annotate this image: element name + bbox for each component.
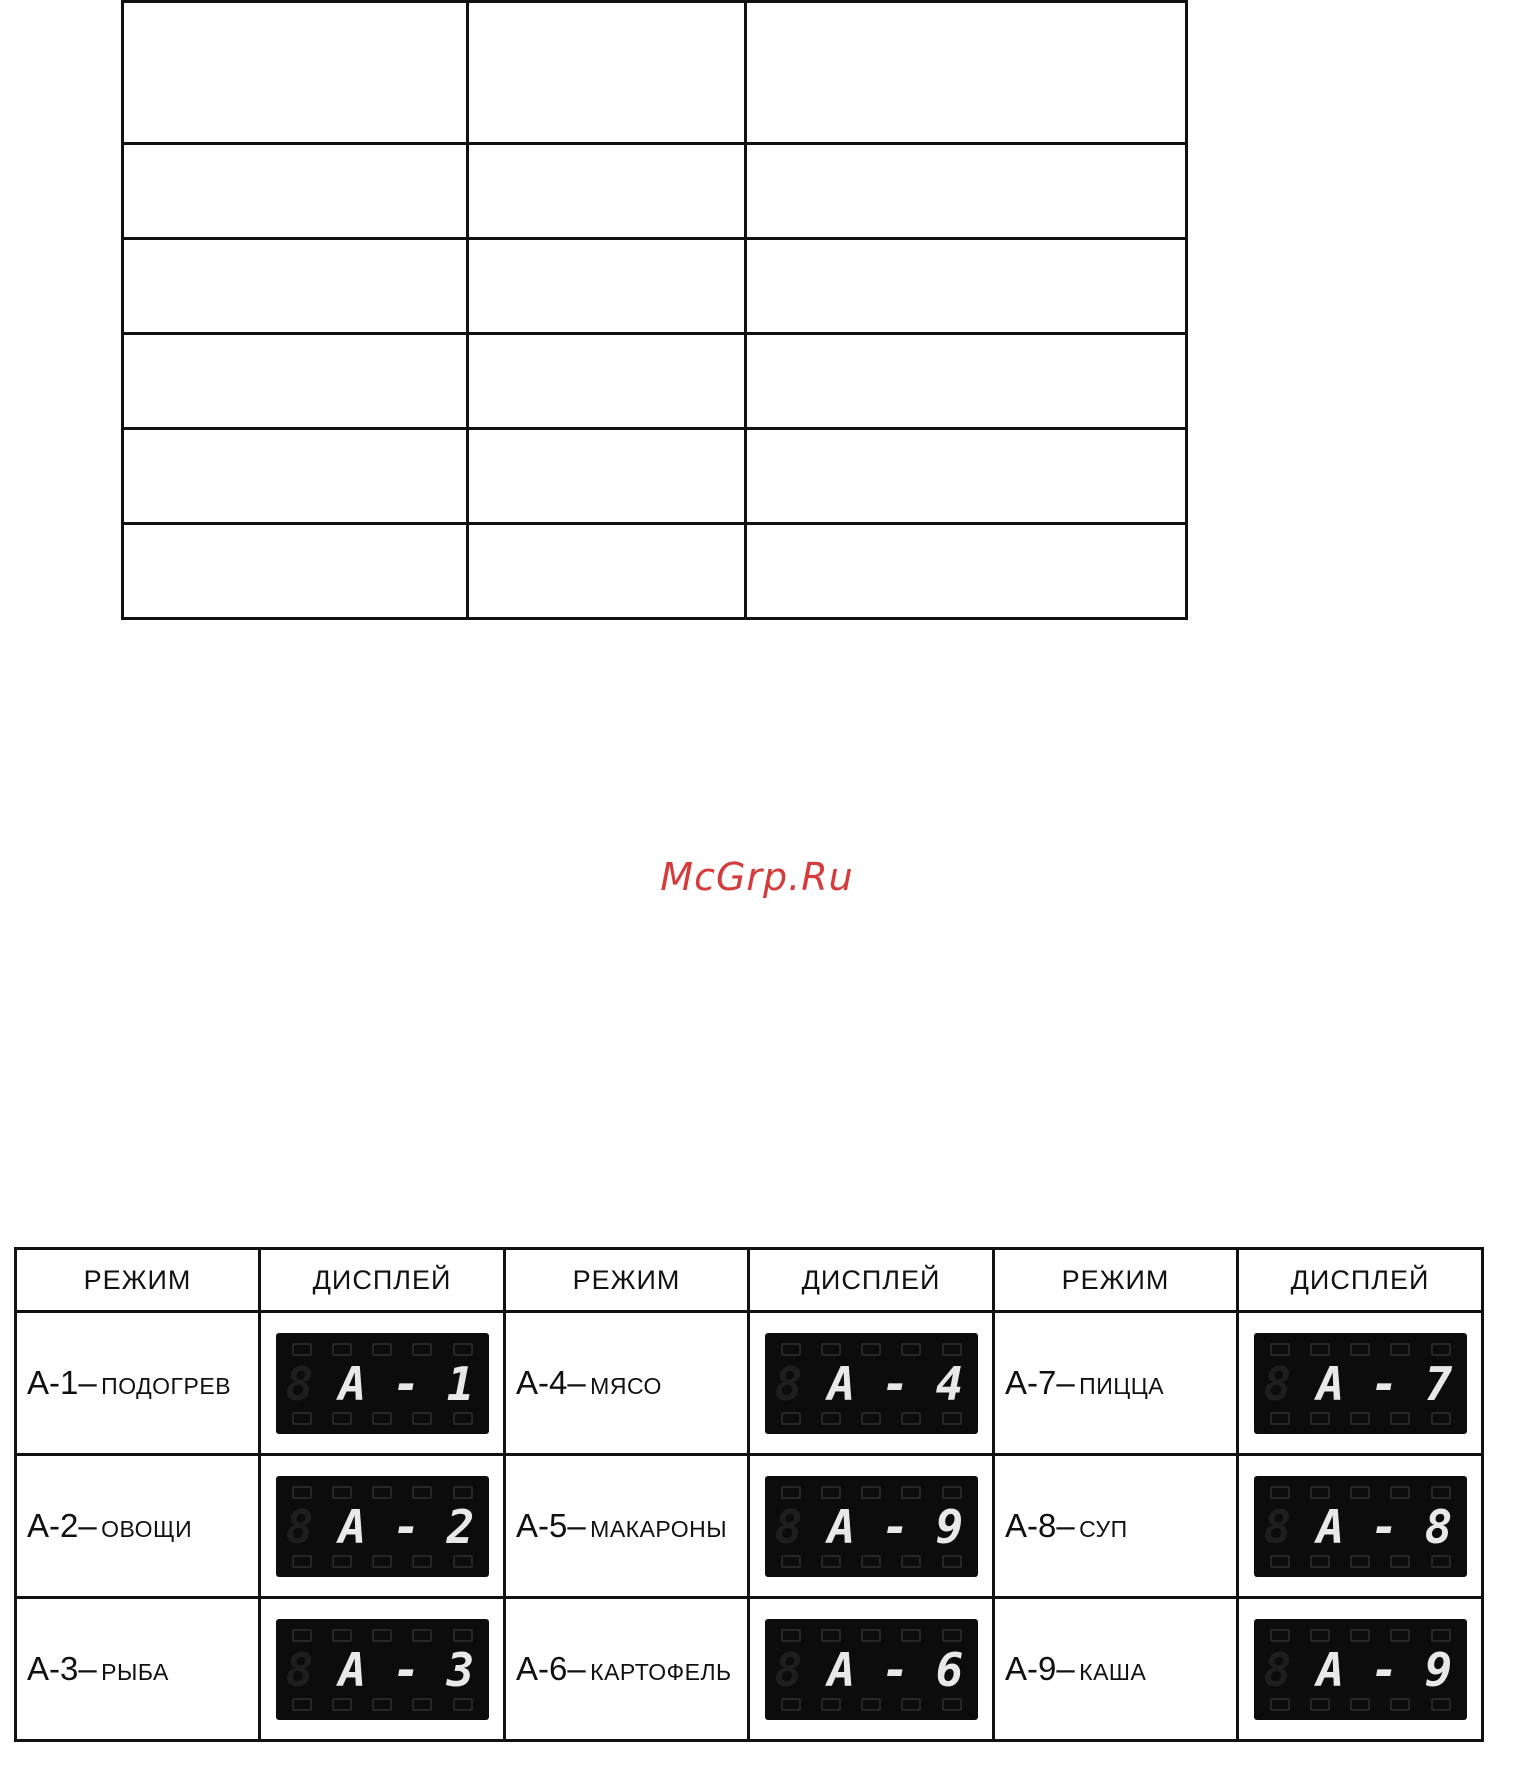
table-row bbox=[16, 1455, 1483, 1598]
led-display bbox=[765, 1619, 978, 1720]
display-cell bbox=[260, 1455, 505, 1598]
indicator-icon bbox=[861, 1629, 881, 1642]
indicator-icon bbox=[1270, 1412, 1290, 1425]
indicator-icon bbox=[901, 1412, 921, 1425]
display-cell bbox=[260, 1312, 505, 1455]
indicator-icon bbox=[1270, 1698, 1290, 1711]
led-display bbox=[1254, 1619, 1467, 1720]
mode-code: A-3– bbox=[27, 1650, 97, 1687]
indicator-icon bbox=[1431, 1343, 1451, 1356]
indicator-icon bbox=[861, 1555, 881, 1568]
indicator-icon bbox=[453, 1486, 473, 1499]
indicator-icon bbox=[1431, 1555, 1451, 1568]
indicator-icon bbox=[942, 1698, 962, 1711]
display-indicator-icons bbox=[1270, 1486, 1451, 1498]
indicator-icon bbox=[453, 1698, 473, 1711]
empty-cell bbox=[746, 239, 1187, 334]
display-unlit-digit: 8 bbox=[1263, 1642, 1292, 1697]
display-indicator-icons bbox=[292, 1629, 473, 1641]
display-indicator-icons bbox=[781, 1412, 962, 1424]
indicator-icon bbox=[412, 1629, 432, 1642]
indicator-icon bbox=[1310, 1555, 1330, 1568]
display-number: 4 bbox=[935, 1356, 964, 1411]
indicator-icon bbox=[821, 1343, 841, 1356]
display-letter: A bbox=[827, 1356, 856, 1411]
mode-name: ОВОЩИ bbox=[101, 1516, 193, 1542]
indicator-icon bbox=[412, 1412, 432, 1425]
indicator-icon bbox=[1390, 1486, 1410, 1499]
display-number: 9 bbox=[935, 1499, 964, 1554]
display-number: 8 bbox=[1424, 1499, 1453, 1554]
display-dash: - bbox=[881, 1642, 910, 1697]
indicator-icon bbox=[372, 1698, 392, 1711]
indicator-icon bbox=[781, 1629, 801, 1642]
empty-cell bbox=[746, 429, 1187, 524]
mode-code: A-9– bbox=[1005, 1650, 1075, 1687]
indicator-icon bbox=[332, 1343, 352, 1356]
display-letter: A bbox=[827, 1642, 856, 1697]
empty-cell bbox=[746, 334, 1187, 429]
indicator-icon bbox=[1310, 1629, 1330, 1642]
display-letter: A bbox=[338, 1499, 367, 1554]
indicator-icon bbox=[1390, 1412, 1410, 1425]
indicator-icon bbox=[942, 1555, 962, 1568]
header-mode: РЕЖИМ bbox=[505, 1249, 749, 1312]
indicator-icon bbox=[861, 1412, 881, 1425]
indicator-icon bbox=[292, 1343, 312, 1356]
indicator-icon bbox=[1350, 1343, 1370, 1356]
indicator-icon bbox=[372, 1343, 392, 1356]
display-number: 9 bbox=[1424, 1642, 1453, 1697]
display-cell bbox=[749, 1312, 994, 1455]
display-unlit-digit: 8 bbox=[285, 1356, 314, 1411]
indicator-icon bbox=[1350, 1486, 1370, 1499]
mode-code: A-7– bbox=[1005, 1364, 1075, 1401]
display-dash: - bbox=[392, 1499, 421, 1554]
display-indicator-icons bbox=[781, 1629, 962, 1641]
display-dash: - bbox=[881, 1356, 910, 1411]
indicator-icon bbox=[332, 1555, 352, 1568]
indicator-icon bbox=[1390, 1555, 1410, 1568]
display-dash: - bbox=[392, 1642, 421, 1697]
display-digits bbox=[774, 1356, 968, 1411]
indicator-icon bbox=[942, 1486, 962, 1499]
mode-code: A-8– bbox=[1005, 1507, 1075, 1544]
header-row bbox=[16, 1249, 1483, 1312]
mode-code: A-2– bbox=[27, 1507, 97, 1544]
indicator-icon bbox=[453, 1555, 473, 1568]
display-unlit-digit: 8 bbox=[285, 1642, 314, 1697]
header-display: ДИСПЛЕЙ bbox=[260, 1249, 505, 1312]
display-indicator-icons bbox=[292, 1555, 473, 1567]
indicator-icon bbox=[901, 1698, 921, 1711]
header-display: ДИСПЛЕЙ bbox=[749, 1249, 994, 1312]
display-unlit-digit: 8 bbox=[774, 1356, 803, 1411]
indicator-icon bbox=[453, 1629, 473, 1642]
led-display bbox=[276, 1476, 489, 1577]
indicator-icon bbox=[1390, 1629, 1410, 1642]
empty-cell bbox=[468, 524, 746, 619]
indicator-icon bbox=[821, 1629, 841, 1642]
display-dash: - bbox=[1370, 1642, 1399, 1697]
mode-name: СУП bbox=[1079, 1516, 1128, 1542]
mode-name: МЯСО bbox=[590, 1373, 662, 1399]
display-letter: A bbox=[827, 1499, 856, 1554]
display-indicator-icons bbox=[1270, 1412, 1451, 1424]
indicator-icon bbox=[821, 1486, 841, 1499]
mode-cell bbox=[994, 1455, 1238, 1598]
indicator-icon bbox=[821, 1698, 841, 1711]
display-letter: A bbox=[1316, 1499, 1345, 1554]
display-digits bbox=[774, 1642, 968, 1697]
indicator-icon bbox=[453, 1412, 473, 1425]
indicator-icon bbox=[1270, 1555, 1290, 1568]
mode-cell bbox=[16, 1312, 260, 1455]
empty-cell bbox=[746, 2, 1187, 144]
empty-grid-table bbox=[121, 0, 1188, 620]
indicator-icon bbox=[1270, 1343, 1290, 1356]
indicator-icon bbox=[781, 1698, 801, 1711]
display-cell bbox=[749, 1455, 994, 1598]
indicator-icon bbox=[412, 1698, 432, 1711]
mode-cell bbox=[505, 1312, 749, 1455]
indicator-icon bbox=[1310, 1343, 1330, 1356]
indicator-icon bbox=[1310, 1412, 1330, 1425]
display-number: 1 bbox=[446, 1356, 475, 1411]
mode-code: A-5– bbox=[516, 1507, 586, 1544]
indicator-icon bbox=[781, 1555, 801, 1568]
display-dash: - bbox=[1370, 1356, 1399, 1411]
indicator-icon bbox=[332, 1629, 352, 1642]
display-digits bbox=[774, 1499, 968, 1554]
empty-cell bbox=[123, 239, 468, 334]
display-indicator-icons bbox=[1270, 1698, 1451, 1710]
indicator-icon bbox=[453, 1343, 473, 1356]
led-display bbox=[765, 1333, 978, 1434]
display-dash: - bbox=[881, 1499, 910, 1554]
indicator-icon bbox=[412, 1555, 432, 1568]
empty-cell bbox=[123, 334, 468, 429]
indicator-icon bbox=[1431, 1486, 1451, 1499]
mode-name: КАРТОФЕЛЬ bbox=[590, 1659, 732, 1685]
mode-cell bbox=[16, 1455, 260, 1598]
empty-cell bbox=[468, 2, 746, 144]
indicator-icon bbox=[1390, 1698, 1410, 1711]
empty-cell bbox=[468, 429, 746, 524]
mode-cell bbox=[505, 1598, 749, 1741]
indicator-icon bbox=[942, 1629, 962, 1642]
empty-cell bbox=[746, 524, 1187, 619]
indicator-icon bbox=[821, 1412, 841, 1425]
indicator-icon bbox=[861, 1698, 881, 1711]
indicator-icon bbox=[901, 1629, 921, 1642]
display-indicator-icons bbox=[781, 1698, 962, 1710]
display-indicator-icons bbox=[292, 1412, 473, 1424]
indicator-icon bbox=[412, 1343, 432, 1356]
indicator-icon bbox=[942, 1343, 962, 1356]
display-cell bbox=[1238, 1455, 1483, 1598]
led-display bbox=[276, 1333, 489, 1434]
header-mode: РЕЖИМ bbox=[16, 1249, 260, 1312]
indicator-icon bbox=[1310, 1698, 1330, 1711]
display-cell bbox=[749, 1598, 994, 1741]
mode-cell bbox=[505, 1455, 749, 1598]
empty-cell bbox=[123, 144, 468, 239]
indicator-icon bbox=[1350, 1629, 1370, 1642]
display-unlit-digit: 8 bbox=[285, 1499, 314, 1554]
display-indicator-icons bbox=[781, 1343, 962, 1355]
empty-cell bbox=[468, 144, 746, 239]
indicator-icon bbox=[781, 1486, 801, 1499]
indicator-icon bbox=[332, 1698, 352, 1711]
display-cell bbox=[260, 1598, 505, 1741]
display-number: 7 bbox=[1424, 1356, 1453, 1411]
indicator-icon bbox=[292, 1555, 312, 1568]
table-row bbox=[16, 1312, 1483, 1455]
display-indicator-icons bbox=[781, 1555, 962, 1567]
mode-name: КАША bbox=[1079, 1659, 1147, 1685]
indicator-icon bbox=[781, 1343, 801, 1356]
header-display: ДИСПЛЕЙ bbox=[1238, 1249, 1483, 1312]
display-cell bbox=[1238, 1312, 1483, 1455]
display-number: 3 bbox=[446, 1642, 475, 1697]
display-letter: A bbox=[338, 1642, 367, 1697]
indicator-icon bbox=[861, 1486, 881, 1499]
indicator-icon bbox=[942, 1412, 962, 1425]
display-digits bbox=[285, 1499, 479, 1554]
display-dash: - bbox=[392, 1356, 421, 1411]
display-letter: A bbox=[1316, 1356, 1345, 1411]
empty-cell bbox=[746, 144, 1187, 239]
mode-name: ПОДОГРЕВ bbox=[101, 1373, 232, 1399]
mode-code: A-1– bbox=[27, 1364, 97, 1401]
indicator-icon bbox=[1270, 1629, 1290, 1642]
indicator-icon bbox=[821, 1555, 841, 1568]
indicator-icon bbox=[1350, 1698, 1370, 1711]
indicator-icon bbox=[1310, 1486, 1330, 1499]
indicator-icon bbox=[372, 1555, 392, 1568]
indicator-icon bbox=[292, 1698, 312, 1711]
mode-cell bbox=[16, 1598, 260, 1741]
indicator-icon bbox=[372, 1412, 392, 1425]
display-digits bbox=[285, 1356, 479, 1411]
mode-name: МАКАРОНЫ bbox=[590, 1516, 728, 1542]
indicator-icon bbox=[1431, 1412, 1451, 1425]
indicator-icon bbox=[1431, 1629, 1451, 1642]
watermark-text: McGrp.Ru bbox=[660, 855, 854, 899]
empty-cell bbox=[123, 524, 468, 619]
display-number: 6 bbox=[935, 1642, 964, 1697]
indicator-icon bbox=[901, 1555, 921, 1568]
indicator-icon bbox=[1390, 1343, 1410, 1356]
indicator-icon bbox=[861, 1343, 881, 1356]
display-unlit-digit: 8 bbox=[1263, 1499, 1292, 1554]
indicator-icon bbox=[372, 1486, 392, 1499]
display-indicator-icons bbox=[292, 1486, 473, 1498]
mode-code: A-6– bbox=[516, 1650, 586, 1687]
indicator-icon bbox=[1431, 1698, 1451, 1711]
display-indicator-icons bbox=[292, 1343, 473, 1355]
empty-cell bbox=[123, 429, 468, 524]
indicator-icon bbox=[412, 1486, 432, 1499]
display-digits bbox=[1263, 1499, 1457, 1554]
empty-cell bbox=[468, 334, 746, 429]
display-indicator-icons bbox=[292, 1698, 473, 1710]
indicator-icon bbox=[292, 1486, 312, 1499]
display-indicator-icons bbox=[1270, 1343, 1451, 1355]
indicator-icon bbox=[781, 1412, 801, 1425]
indicator-icon bbox=[901, 1486, 921, 1499]
display-indicator-icons bbox=[781, 1486, 962, 1498]
display-letter: A bbox=[338, 1356, 367, 1411]
mode-cell bbox=[994, 1312, 1238, 1455]
indicator-icon bbox=[292, 1629, 312, 1642]
table-row bbox=[16, 1598, 1483, 1741]
display-letter: A bbox=[1316, 1642, 1345, 1697]
empty-cell bbox=[123, 2, 468, 144]
indicator-icon bbox=[332, 1486, 352, 1499]
mode-name: ПИЦЦА bbox=[1079, 1373, 1165, 1399]
indicator-icon bbox=[372, 1629, 392, 1642]
led-display bbox=[1254, 1476, 1467, 1577]
empty-cell bbox=[468, 239, 746, 334]
mode-name: РЫБА bbox=[101, 1659, 169, 1685]
display-dash: - bbox=[1370, 1499, 1399, 1554]
indicator-icon bbox=[1270, 1486, 1290, 1499]
led-display bbox=[1254, 1333, 1467, 1434]
indicator-icon bbox=[1350, 1555, 1370, 1568]
display-digits bbox=[1263, 1642, 1457, 1697]
led-display bbox=[276, 1619, 489, 1720]
display-cell bbox=[1238, 1598, 1483, 1741]
display-indicator-icons bbox=[1270, 1555, 1451, 1567]
indicator-icon bbox=[1350, 1412, 1370, 1425]
header-mode: РЕЖИМ bbox=[994, 1249, 1238, 1312]
mode-cell bbox=[994, 1598, 1238, 1741]
indicator-icon bbox=[332, 1412, 352, 1425]
led-display bbox=[765, 1476, 978, 1577]
display-digits bbox=[285, 1642, 479, 1697]
indicator-icon bbox=[901, 1343, 921, 1356]
mode-code: A-4– bbox=[516, 1364, 586, 1401]
display-unlit-digit: 8 bbox=[774, 1499, 803, 1554]
modes-table bbox=[14, 1247, 1484, 1742]
display-unlit-digit: 8 bbox=[774, 1642, 803, 1697]
display-digits bbox=[1263, 1356, 1457, 1411]
display-indicator-icons bbox=[1270, 1629, 1451, 1641]
display-number: 2 bbox=[446, 1499, 475, 1554]
display-unlit-digit: 8 bbox=[1263, 1356, 1292, 1411]
indicator-icon bbox=[292, 1412, 312, 1425]
